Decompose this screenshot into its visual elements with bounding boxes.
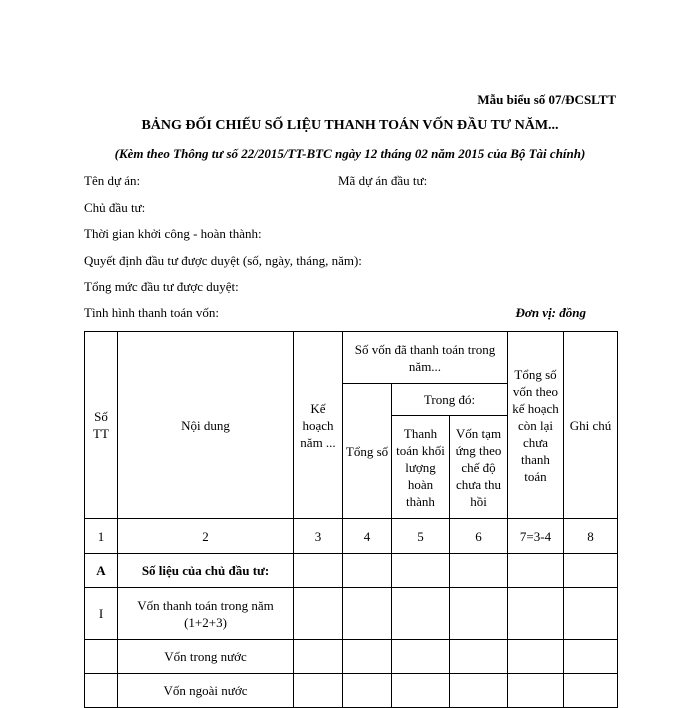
project-name-field: Tên dự án: <box>84 173 141 188</box>
table-row <box>85 588 618 640</box>
header-paid-group: Số vốn đã thanh toán trong năm... <box>343 332 508 384</box>
col-number: 6 <box>450 519 508 554</box>
project-code-field: Mã dự án đầu tư: <box>338 173 428 188</box>
total-investment-field: Tổng mức đầu tư được duyệt: <box>84 279 239 294</box>
column-number-row <box>85 519 618 554</box>
row-stt: I <box>85 588 118 640</box>
header-remaining: Tổng số vốn theo kế hoạch còn lại chưa thanh toán <box>508 332 564 519</box>
col-number: 1 <box>85 519 118 554</box>
document-title: BẢNG ĐỐI CHIẾU SỐ LIỆU THANH TOÁN VỐN ĐẦU TƯ NĂM... <box>141 118 559 133</box>
header-advance: Vốn tạm ứng theo chế độ chưa thu hồi <box>450 416 508 519</box>
header-volume-paid: Thanh toán khối lượng hoàn thành <box>392 416 450 519</box>
unit-label: Đơn vị: đồng <box>515 305 586 320</box>
header-of-which: Trong đó: <box>392 384 508 416</box>
row-content: Vốn thanh toán trong năm (1+2+3) <box>118 588 294 640</box>
row-content: Vốn ngoài nước <box>118 674 294 708</box>
row-stt <box>85 674 118 708</box>
document-subtitle: (Kèm theo Thông tư số 22/2015/TT-BTC ngày 12 tháng 02 năm 2015 của Bộ Tài chính) <box>114 146 586 161</box>
row-content: Vốn trong nước <box>118 640 294 674</box>
table-row <box>85 640 618 674</box>
col-number: 2 <box>118 519 294 554</box>
header-note: Ghi chú <box>564 332 618 519</box>
row-content: Số liệu của chủ đầu tư: <box>118 554 294 588</box>
duration-field: Thời gian khởi công - hoàn thành: <box>84 226 262 241</box>
col-number: 5 <box>392 519 450 554</box>
header-total: Tổng số <box>343 384 392 519</box>
form-code: Mẫu biểu số 07/ĐCSLTT <box>477 92 616 107</box>
header-content: Nội dung <box>118 332 294 519</box>
row-stt: A <box>85 554 118 588</box>
col-number: 3 <box>294 519 343 554</box>
row-stt <box>85 640 118 674</box>
col-number: 7=3-4 <box>508 519 564 554</box>
table-row <box>85 554 618 588</box>
col-number: 8 <box>564 519 618 554</box>
investor-field: Chủ đầu tư: <box>84 200 146 215</box>
table-row <box>85 674 618 708</box>
header-plan: Kế hoạch năm ... <box>294 332 343 519</box>
reconciliation-table <box>84 331 618 708</box>
decision-field: Quyết định đầu tư được duyệt (số, ngày, tháng, năm): <box>84 253 362 268</box>
col-number: 4 <box>343 519 392 554</box>
header-stt: Số TT <box>85 332 118 519</box>
payment-status-field: Tình hình thanh toán vốn: <box>84 305 220 320</box>
